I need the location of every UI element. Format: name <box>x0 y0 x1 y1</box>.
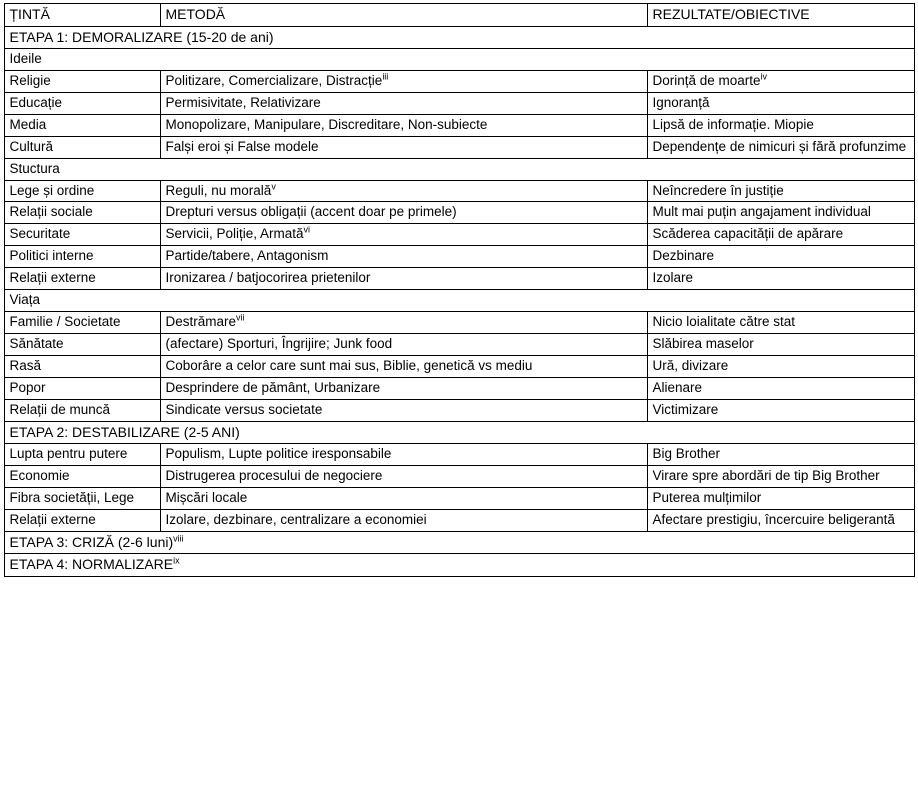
section-ideile: Ideile <box>4 49 914 71</box>
row-method: Izolare, dezbinare, centralizare a economiei <box>160 509 647 531</box>
row-result <box>647 70 914 92</box>
row-result: Afectare prestigiu, încercuire beligerantă <box>647 509 914 531</box>
row-result: Izolare <box>647 268 914 290</box>
row-method <box>160 312 647 334</box>
row-method: Falși eroi și False modele <box>160 136 647 158</box>
row-target: Educație <box>4 92 160 114</box>
stage-2-title: ETAPA 2: DESTABILIZARE (2-5 ANI) <box>4 421 914 444</box>
row-method: Permisivitate, Relativizare <box>160 92 647 114</box>
table-row <box>4 312 914 334</box>
row-target: Media <box>4 114 160 136</box>
table-row <box>4 114 914 136</box>
row-method-text: Reguli, nu morală <box>165 182 272 198</box>
row-result: Lipsă de informație. Miopie <box>647 114 914 136</box>
table-row <box>4 355 914 377</box>
row-method: Desprindere de pământ, Urbanizare <box>160 377 647 399</box>
table-row <box>4 377 914 399</box>
row-method: Coborâre a celor care sunt mai sus, Biblie, genetică vs mediu <box>160 355 647 377</box>
footnote-ref: ix <box>173 555 180 566</box>
section-stuctura: Stuctura <box>4 158 914 180</box>
row-target: Relații externe <box>4 509 160 531</box>
row-method: Drepturi versus obligații (accent doar pe primele) <box>160 202 647 224</box>
row-result: Big Brother <box>647 444 914 466</box>
row-method <box>160 224 647 246</box>
footnote-ref: v <box>271 181 276 192</box>
stage-row <box>4 26 914 49</box>
row-method-text: Servicii, Poliție, Armată <box>165 226 304 242</box>
stage-row <box>4 531 914 554</box>
row-method <box>160 70 647 92</box>
row-target: Relații externe <box>4 268 160 290</box>
row-result: Neîncredere în justiție <box>647 180 914 202</box>
row-result-text: Dorință de moarte <box>652 72 761 88</box>
row-method: Distrugerea procesului de negociere <box>160 466 647 488</box>
row-method: (afectare) Sporturi, Îngrijire; Junk food <box>160 334 647 356</box>
row-method: Sindicate versus societate <box>160 399 647 421</box>
stage-4-title <box>4 554 914 577</box>
column-header-method: METODĂ <box>160 4 647 27</box>
row-target: Cultură <box>4 136 160 158</box>
table-row <box>4 334 914 356</box>
footnote-ref: viii <box>173 533 184 544</box>
row-method: Partide/tabere, Antagonism <box>160 246 647 268</box>
row-result: Dezbinare <box>647 246 914 268</box>
row-method: Populism, Lupte politice iresponsabile <box>160 444 647 466</box>
row-target: Politici interne <box>4 246 160 268</box>
section-row <box>4 49 914 71</box>
row-result: Nicio loialitate către stat <box>647 312 914 334</box>
stage-row <box>4 421 914 444</box>
row-method-text: Destrămare <box>165 314 237 330</box>
row-target: Securitate <box>4 224 160 246</box>
row-result: Ură, divizare <box>647 355 914 377</box>
footnote-ref: iv <box>760 71 768 82</box>
table-row <box>4 268 914 290</box>
subversion-stages-table <box>4 3 915 577</box>
row-target: Fibra societății, Lege <box>4 488 160 510</box>
stage-1-title: ETAPA 1: DEMORALIZARE (15-20 de ani) <box>4 26 914 49</box>
stage-4-text: ETAPA 4: NORMALIZARE <box>9 556 174 573</box>
table-row <box>4 180 914 202</box>
row-result: Ignoranță <box>647 92 914 114</box>
column-header-result: REZULTATE/OBIECTIVE <box>647 4 914 27</box>
row-result: Virare spre abordări de tip Big Brother <box>647 466 914 488</box>
row-result: Scăderea capacității de apărare <box>647 224 914 246</box>
section-row <box>4 158 914 180</box>
row-result: Dependențe de nimicuri și fără profunzime <box>647 136 914 158</box>
row-target: Relații sociale <box>4 202 160 224</box>
column-header-target: ȚINTĂ <box>4 4 160 27</box>
row-target: Lege și ordine <box>4 180 160 202</box>
row-target: Religie <box>4 70 160 92</box>
table-row <box>4 509 914 531</box>
row-target: Lupta pentru putere <box>4 444 160 466</box>
table-row <box>4 70 914 92</box>
row-result: Alienare <box>647 377 914 399</box>
table-row <box>4 488 914 510</box>
table-row <box>4 224 914 246</box>
table-row <box>4 444 914 466</box>
stage-row <box>4 554 914 577</box>
stage-3-title <box>4 531 914 554</box>
row-result: Victimizare <box>647 399 914 421</box>
footnote-ref: vii <box>236 312 245 323</box>
row-result: Puterea mulțimilor <box>647 488 914 510</box>
row-target: Economie <box>4 466 160 488</box>
row-target: Sănătate <box>4 334 160 356</box>
section-row <box>4 290 914 312</box>
stage-3-text: ETAPA 3: CRIZĂ (2-6 luni) <box>9 533 174 550</box>
row-result: Slăbirea maselor <box>647 334 914 356</box>
table-header-row <box>4 4 914 27</box>
row-target: Rasă <box>4 355 160 377</box>
table-row <box>4 136 914 158</box>
row-result: Mult mai puțin angajament individual <box>647 202 914 224</box>
row-target: Familie / Societate <box>4 312 160 334</box>
table-row <box>4 466 914 488</box>
footnote-ref: vi <box>303 224 311 235</box>
row-method <box>160 180 647 202</box>
row-method: Mișcări locale <box>160 488 647 510</box>
table-row <box>4 246 914 268</box>
row-method-text: Politizare, Comercializare, Distracție <box>165 72 383 88</box>
row-method: Ironizarea / batjocorirea prietenilor <box>160 268 647 290</box>
table-row <box>4 202 914 224</box>
table-row <box>4 92 914 114</box>
table-row <box>4 399 914 421</box>
row-target: Relații de muncă <box>4 399 160 421</box>
section-viata: Viața <box>4 290 914 312</box>
footnote-ref: iii <box>382 71 389 82</box>
row-method: Monopolizare, Manipulare, Discreditare, Non-subiecte <box>160 114 647 136</box>
row-target: Popor <box>4 377 160 399</box>
